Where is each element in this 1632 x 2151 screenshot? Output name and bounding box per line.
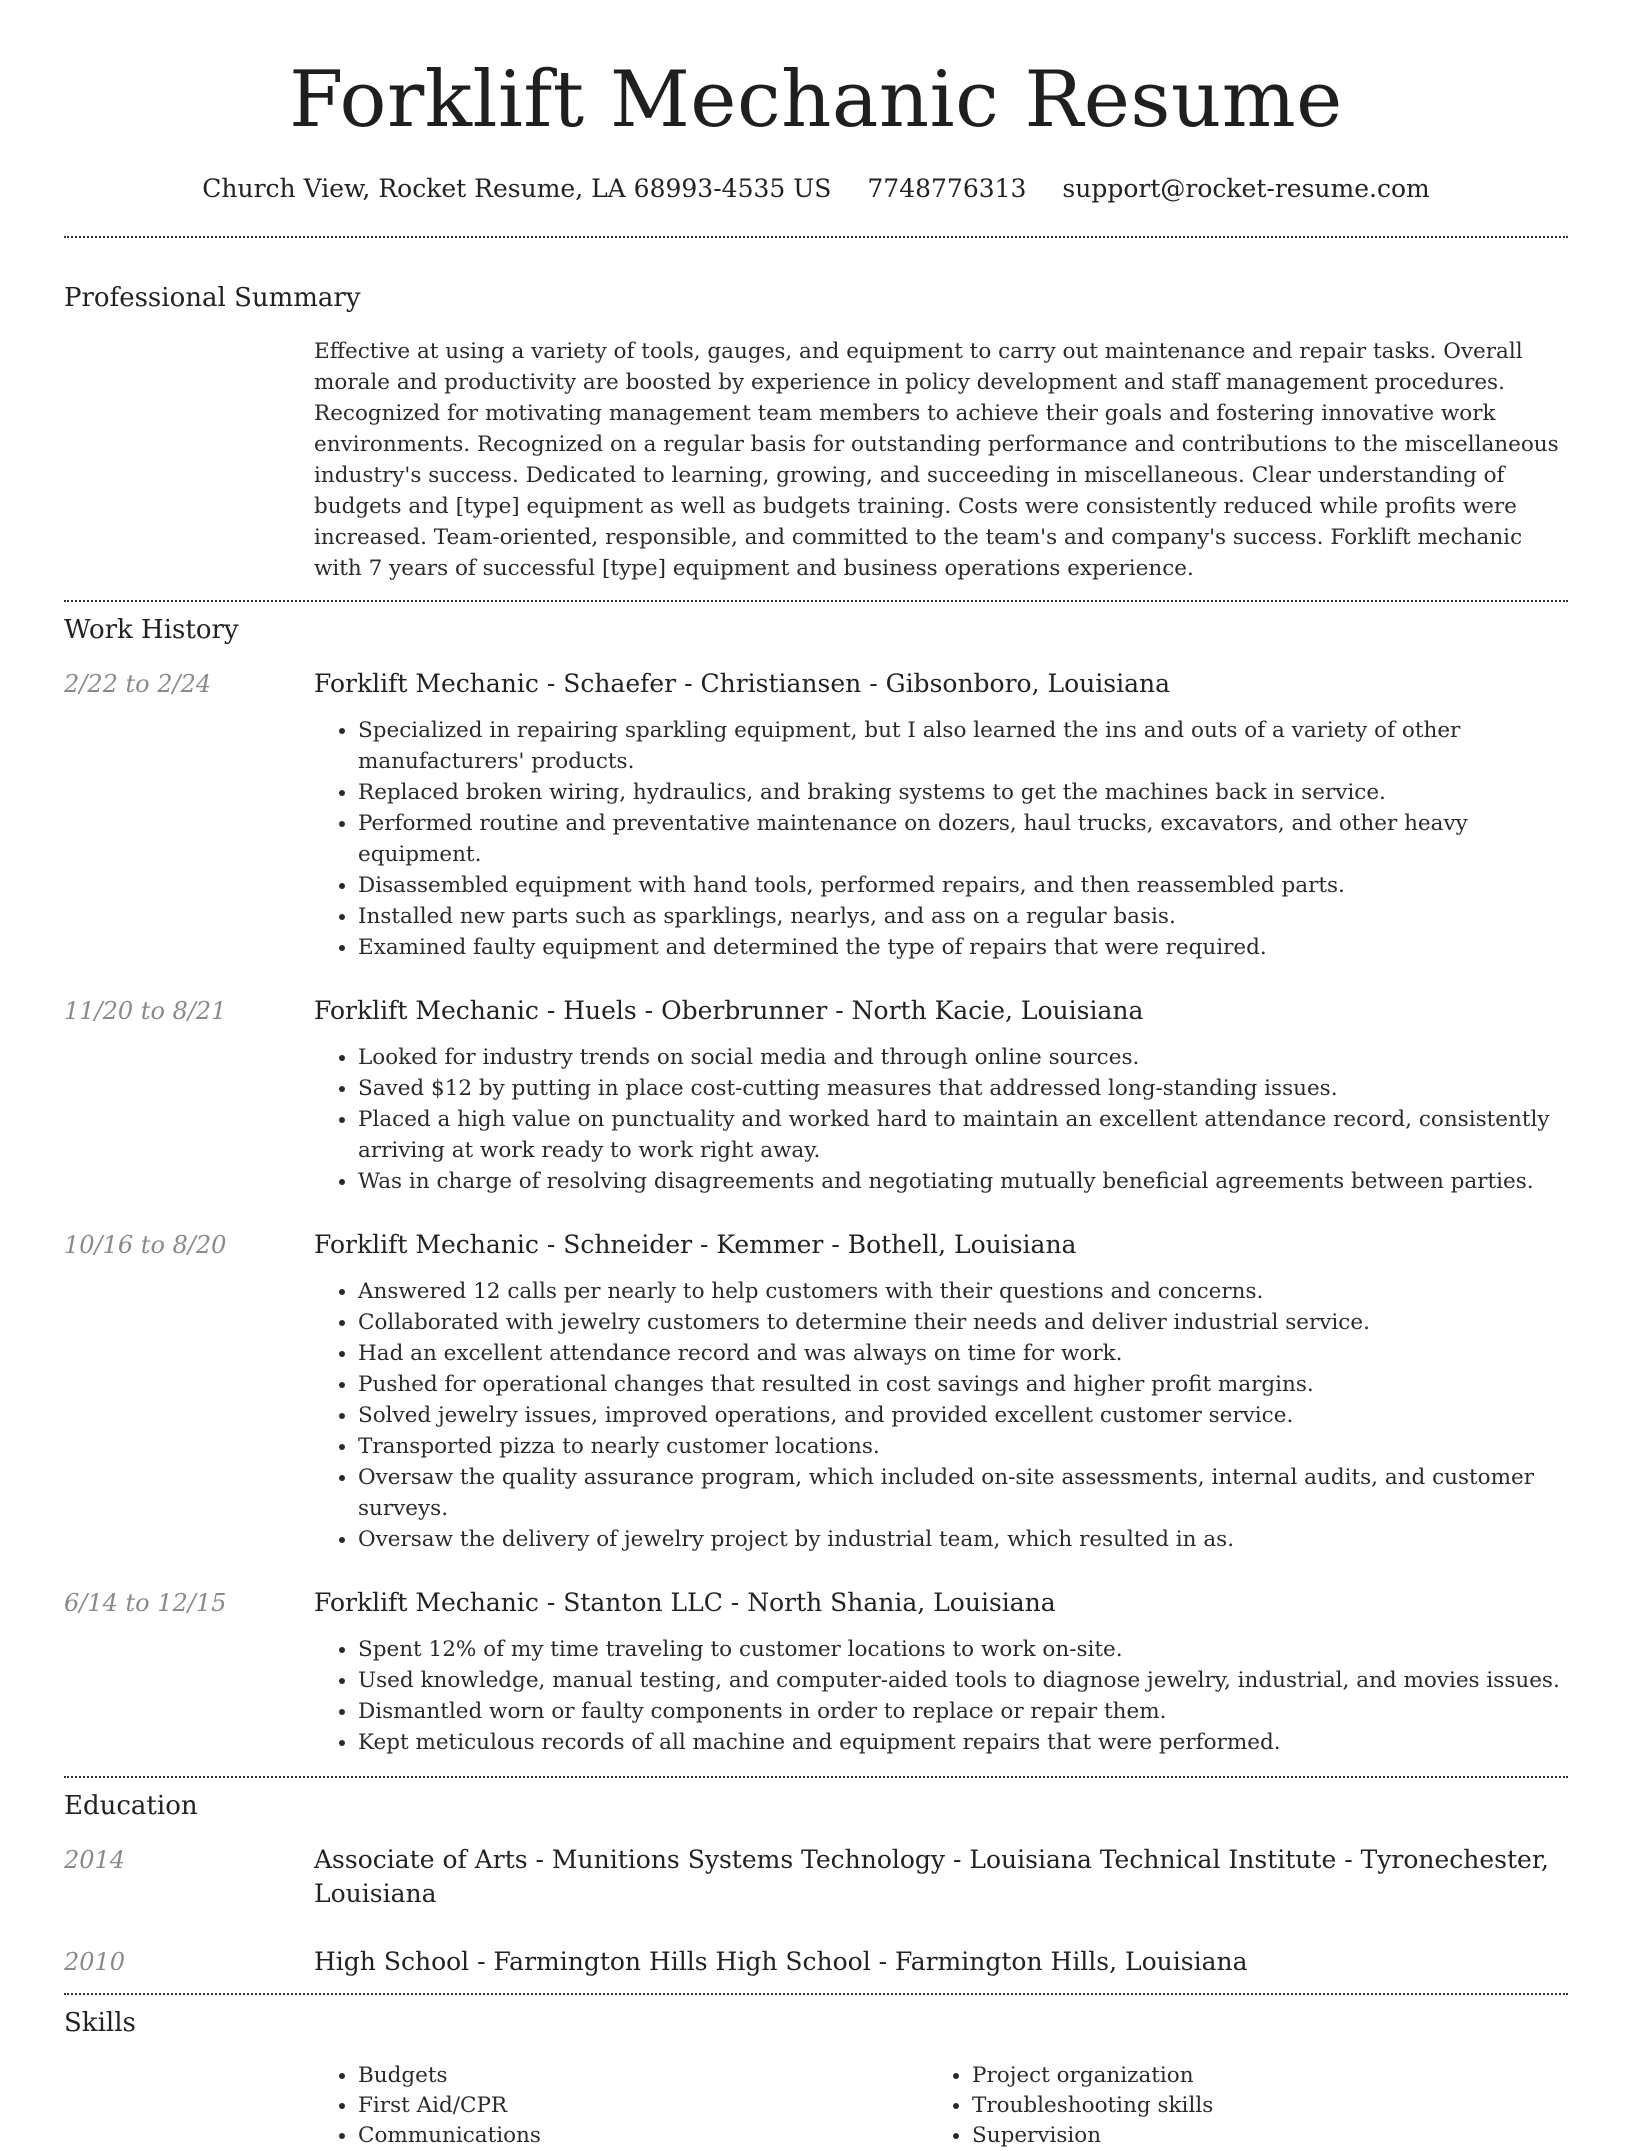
list-item: • Kept meticulous records of all machine and equipment repairs that were performed. bbox=[358, 1727, 1568, 1758]
job-bullets bbox=[314, 715, 1568, 963]
summary-section bbox=[64, 238, 1568, 584]
job-entry bbox=[64, 1228, 1568, 1555]
education-section bbox=[64, 1778, 1568, 1979]
list-item: • Saved $12 by putting in place cost-cutting measures that addressed long-standing issues. bbox=[358, 1073, 1568, 1104]
job-entry bbox=[64, 1586, 1568, 1758]
section-heading-work-history: Work History bbox=[64, 615, 239, 645]
education-year: 2014 bbox=[64, 1846, 126, 1874]
list-item: • Solved jewelry issues, improved operations, and provided excellent customer service. bbox=[358, 1400, 1568, 1431]
job-bullets bbox=[314, 1634, 1568, 1758]
section-heading-skills: Skills bbox=[64, 2008, 136, 2038]
summary-text: Effective at using a variety of tools, gauges, and equipment to carry out maintenance and repair tasks. Overall morale and productivity are boosted by experience in policy development and staff management procedures. Recognized for motivating management team members to achieve their goals and fostering innovative work environments. Recognized on a regular basis for outstanding performance and contributions to the miscellaneous industry's success. Dedicated to learning, growing, and succeeding in miscellaneous. Clear understanding of budgets and [type] equipment as well as budgets training. Costs were consistently reduced while profits were increased. Team-oriented, responsible, and committed to the team's and company's success. Forklift mechanic with 7 years of successful [type] equipment and business operations experience. bbox=[314, 339, 1559, 581]
education-entry bbox=[64, 1945, 1568, 1979]
work-history-section bbox=[64, 602, 1568, 1758]
contact-line bbox=[64, 174, 1568, 204]
skill-item: • Troubleshooting skills bbox=[972, 2091, 1542, 2121]
list-item: • Oversaw the delivery of jewelry project by industrial team, which resulted in as. bbox=[358, 1524, 1568, 1555]
skill-item: • Project organization bbox=[972, 2061, 1542, 2091]
contact-address: Church View, Rocket Resume, LA 68993-4535 US bbox=[202, 174, 832, 203]
section-heading-education: Education bbox=[64, 1791, 198, 1821]
job-title: Forklift Mechanic - Huels - Oberbrunner - North Kacie, Louisiana bbox=[314, 996, 1144, 1025]
skill-item: • Budgets bbox=[358, 2061, 928, 2091]
skills-list-right bbox=[928, 2061, 1542, 2151]
job-entry bbox=[64, 667, 1568, 963]
list-item: • Transported pizza to nearly customer locations. bbox=[358, 1431, 1568, 1462]
education-year: 2010 bbox=[64, 1948, 126, 1976]
job-dates: 10/16 to 8/20 bbox=[64, 1231, 227, 1259]
contact-phone: 7748776313 bbox=[867, 174, 1027, 203]
resume-title: Forklift Mechanic Resume bbox=[289, 55, 1343, 145]
job-bullets bbox=[314, 1042, 1568, 1197]
section-heading-summary: Professional Summary bbox=[64, 283, 361, 313]
skill-item: • First Aid/CPR bbox=[358, 2091, 928, 2121]
skill-item: • Communications bbox=[358, 2121, 928, 2151]
education-text: High School - Farmington Hills High School - Farmington Hills, Louisiana bbox=[314, 1947, 1248, 1976]
list-item: • Was in charge of resolving disagreements and negotiating mutually beneficial agreements between parties. bbox=[358, 1166, 1568, 1197]
list-item: • Replaced broken wiring, hydraulics, and braking systems to get the machines back in service. bbox=[358, 777, 1568, 808]
education-text: Associate of Arts - Munitions Systems Technology - Louisiana Technical Institute - Tyronechester, Louisiana bbox=[314, 1845, 1549, 1908]
job-bullets bbox=[314, 1276, 1568, 1555]
list-item: • Placed a high value on punctuality and worked hard to maintain an excellent attendance record, consistently arriving at work ready to work right away. bbox=[358, 1104, 1568, 1166]
job-entry bbox=[64, 994, 1568, 1197]
list-item: • Had an excellent attendance record and was always on time for work. bbox=[358, 1338, 1568, 1369]
list-item: • Oversaw the quality assurance program, which included on-site assessments, internal audits, and customer surveys. bbox=[358, 1462, 1568, 1524]
job-dates: 2/22 to 2/24 bbox=[64, 670, 212, 698]
education-entry bbox=[64, 1843, 1568, 1911]
list-item: • Installed new parts such as sparklings, nearlys, and ass on a regular basis. bbox=[358, 901, 1568, 932]
job-dates: 11/20 to 8/21 bbox=[64, 997, 227, 1025]
job-title: Forklift Mechanic - Schaefer - Christiansen - Gibsonboro, Louisiana bbox=[314, 669, 1170, 698]
job-title: Forklift Mechanic - Stanton LLC - North Shania, Louisiana bbox=[314, 1588, 1056, 1617]
list-item: • Disassembled equipment with hand tools, performed repairs, and then reassembled parts. bbox=[358, 870, 1568, 901]
skill-item: • Supervision bbox=[972, 2121, 1542, 2151]
list-item: • Spent 12% of my time traveling to customer locations to work on-site. bbox=[358, 1634, 1568, 1665]
list-item: • Looked for industry trends on social media and through online sources. bbox=[358, 1042, 1568, 1073]
contact-email: support@rocket-resume.com bbox=[1062, 174, 1430, 203]
list-item: • Used knowledge, manual testing, and computer-aided tools to diagnose jewelry, industrial, and movies issues. bbox=[358, 1665, 1568, 1696]
list-item: • Collaborated with jewelry customers to determine their needs and deliver industrial service. bbox=[358, 1307, 1568, 1338]
job-title: Forklift Mechanic - Schneider - Kemmer - Bothell, Louisiana bbox=[314, 1230, 1077, 1259]
resume-page bbox=[64, 0, 1568, 2151]
skills-list-left bbox=[314, 2061, 928, 2151]
job-dates: 6/14 to 12/15 bbox=[64, 1589, 227, 1617]
list-item: • Performed routine and preventative maintenance on dozers, haul trucks, excavators, and other heavy equipment. bbox=[358, 808, 1568, 870]
list-item: • Answered 12 calls per nearly to help customers with their questions and concerns. bbox=[358, 1276, 1568, 1307]
list-item: • Pushed for operational changes that resulted in cost savings and higher profit margins. bbox=[358, 1369, 1568, 1400]
list-item: • Specialized in repairing sparkling equipment, but I also learned the ins and outs of a variety of other manufacturers' products. bbox=[358, 715, 1568, 777]
skills-section bbox=[64, 1995, 1568, 2151]
list-item: • Examined faulty equipment and determined the type of repairs that were required. bbox=[358, 932, 1568, 963]
list-item: • Dismantled worn or faulty components in order to replace or repair them. bbox=[358, 1696, 1568, 1727]
